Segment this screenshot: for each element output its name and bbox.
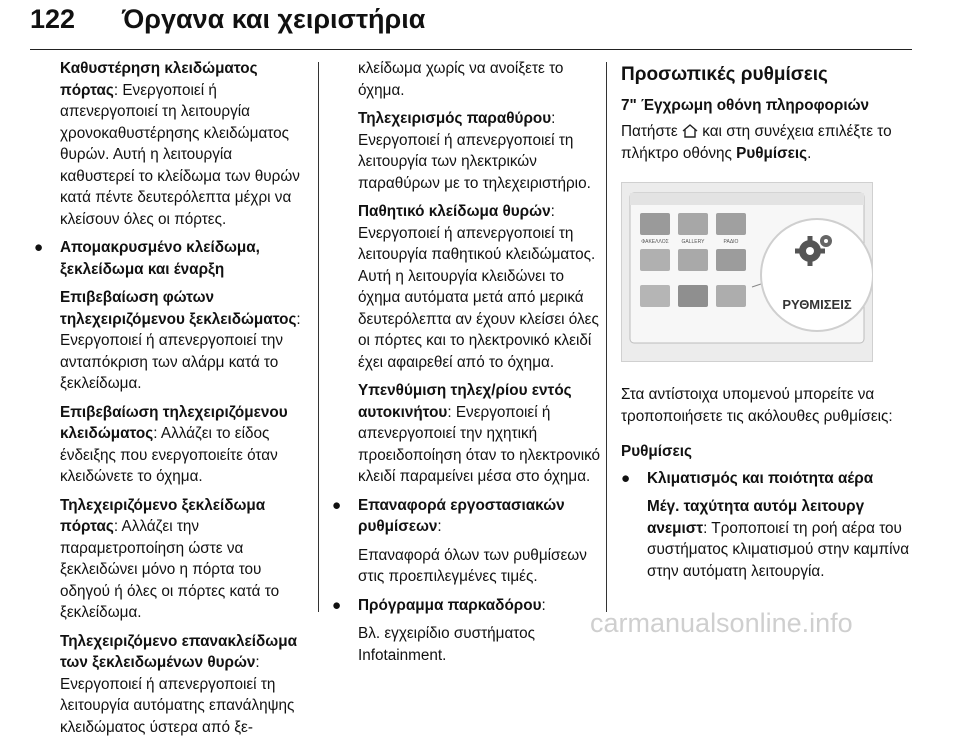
header-divider <box>30 49 912 50</box>
intro-settings-term: Ρυθμίσεις <box>736 144 808 162</box>
bullet-factory-reset <box>332 495 602 538</box>
desc-door-lock-delay: : Ενεργοποιεί ή απενεργοποιεί τη λειτουργία χρονοκαθυστέρησης κλειδώματος θυρών. Αυτή η λειτουργία καθυστερεί το κλείδωμα των θυρών κατά πέντε δευτερόλεπτα μέχρι να κλείσουν όλες οι πόρτες. <box>60 81 300 228</box>
desc-remote-unlock-lights: : Ενεργοποιεί ή απενεργοποιεί την ανταπόκριση των αλάρμ κατά το ξεκλείδωμα. <box>60 310 301 392</box>
bullet-icon: ● <box>332 596 342 614</box>
term-remote-relock: Τηλεχειριζόμενο επανακλείδωμα των ξεκλειδωμένων θυρών <box>60 632 297 671</box>
bullet-icon: ● <box>34 239 44 256</box>
paragraph-valet-mode: Βλ. εγχειρίδιο συστήματος Infotainment. <box>358 625 535 664</box>
settings-heading: Ρυθμίσεις <box>621 443 692 460</box>
screen-label-radio: ΡΑΔΙΟ <box>723 239 739 245</box>
bullet-climate <box>621 468 911 490</box>
intro-text-b: και στη συνέχεια επιλέξτε το πλήκτρο οθόνης <box>621 123 892 162</box>
desc-remote-lock-confirm: : Αλλάζει το είδος ένδειξης που ενεργοποιείτε όταν κλειδώνετε το όχημα. <box>60 425 278 485</box>
bullet-valet-mode-label: Πρόγραμμα παρκαδόρου <box>358 596 542 614</box>
screen-label-folder: ΦΑΚΕΛΛΟΣ <box>641 239 669 245</box>
paragraph-intro <box>621 121 911 164</box>
colon: : <box>437 518 442 535</box>
column-divider-1 <box>318 62 319 612</box>
term-max-fan: Μέγ. ταχύτητα αυτόμ λειτουργ ανεμιστ <box>647 498 865 537</box>
bullet-climate-label: Κλιματισμός και ποιότητα αέρα <box>647 469 874 487</box>
desc-max-fan: : Τροποποιεί τη ροή αέρα του συστήματος κλιματισμού στην καμπίνα στην αυτόματη λειτουργία. <box>647 519 910 580</box>
term-remote-unlock-lights: Επιβεβαίωση φώτων τηλεχειριζόμενου ξεκλειδώματος <box>60 289 297 328</box>
column-divider-2 <box>606 62 607 612</box>
term-remote-door-unlock: Τηλεχειριζόμενο ξεκλείδωμα πόρτας <box>60 496 266 535</box>
paragraph-remote-lock-confirm <box>60 402 306 488</box>
desc-key-reminder: : Ενεργοποιεί ή απενεργοποιεί την ηχητική προειδοποίηση όταν το ηλεκτρονικό κλειδί παραμείνει μέσα στο όχημα. <box>358 403 601 485</box>
intro-text-a: Πατήστε <box>621 123 682 140</box>
paragraph-remote-unlock-lights <box>60 287 306 395</box>
intro-end: . <box>807 144 812 162</box>
term-remote-window: Τηλεχειρισμός παραθύρου <box>358 110 552 127</box>
bullet-factory-reset-label: Επαναφορά εργοστασιακών ρυθμίσεων <box>358 496 565 535</box>
desc-passive-lock: : Ενεργοποιεί ή απενεργοποιεί τη λειτουργία παθητικού κλειδώματος. Αυτή η λειτουργία κλειδώνει το όχημα αυτόματα μετά από μερικά δευτερόλεπτα αν έχουν κλείσει όλες οι πόρτες και το ηλεκτρονικό κλειδί έχει αφαιρεθεί από το όχημα. <box>358 203 599 371</box>
page-title: Όργανα και χειριστήρια <box>122 4 426 34</box>
desc-remote-door-unlock: : Αλλάζει την παραμετροποίηση ώστε να ξεκλειδώνει μόνο η πόρτα του οδηγού ή όλες οι πόρτες κατά το ξεκλείδωμα. <box>60 518 280 621</box>
screen-illustration-svg <box>622 183 872 361</box>
settings-screen-illustration <box>621 182 873 362</box>
paragraph-remote-relock <box>60 631 306 739</box>
paragraph-remote-window <box>358 108 602 194</box>
bullet-remote-lock <box>34 237 306 280</box>
term-remote-lock-confirm: Επιβεβαίωση τηλεχειριζόμενου κλειδώματος <box>60 403 288 442</box>
watermark: carmanualsonline.info <box>590 608 853 638</box>
bullet-remote-lock-label: Απομακρυσμένο κλείδωμα, ξεκλείδωμα και έναρξη <box>60 239 260 278</box>
section-title: Προσωπικές ρυθμίσεις <box>621 64 828 85</box>
bullet-icon: ● <box>332 496 342 514</box>
paragraph-submenus: Στα αντίστοιχα υπομενού μπορείτε να τροποποιήσετε τις ακόλουθες ρυθμίσεις: <box>621 386 893 425</box>
term-door-lock-delay: Καθυστέρηση κλειδώματος πόρτας <box>60 60 258 99</box>
colon: : <box>541 596 546 614</box>
page-number: 122 <box>30 4 76 34</box>
paragraph-door-lock-delay <box>60 58 306 230</box>
desc-remote-window: : Ενεργοποιεί ή απενεργοποιεί τη λειτουργία των ηλεκτρικών παραθύρων με το τηλεχειριστήριο. <box>358 110 591 192</box>
home-icon <box>682 123 698 137</box>
paragraph-continuation: κλείδωμα χωρίς να ανοίξετε το όχημα. <box>358 60 564 99</box>
settings-bullets <box>621 468 911 583</box>
settings-callout-label: ΡΥΘΜΙΣΕΙΣ <box>782 297 852 312</box>
paragraph-max-fan <box>647 496 911 582</box>
column-3 <box>621 58 911 589</box>
paragraph-key-reminder <box>358 380 602 488</box>
term-passive-lock: Παθητικό κλείδωμα θυρών <box>358 203 551 220</box>
paragraph-passive-lock <box>358 201 602 373</box>
paragraph-factory-reset: Επαναφορά όλων των ρυθμίσεων στις προεπιλεγμένες τιμές. <box>358 546 587 585</box>
column-2 <box>332 58 602 673</box>
page-header <box>30 0 930 50</box>
paragraph-remote-door-unlock <box>60 495 306 624</box>
bullet-valet-mode <box>332 595 602 617</box>
desc-remote-relock: : Ενεργοποιεί ή απενεργοποιεί τη λειτουργία αυτόματης επανάληψης κλειδώματος ύστερα από ξε- <box>60 654 295 736</box>
term-key-reminder: Υπενθύμιση τηλεχ/ρίου εντός αυτοκινήτου <box>358 382 572 421</box>
bullet-icon: ● <box>621 469 631 487</box>
subsection-title: 7" Έγχρωμη οθόνη πληροφοριών <box>621 96 869 114</box>
screen-label-gallery: GALLERY <box>681 239 705 245</box>
